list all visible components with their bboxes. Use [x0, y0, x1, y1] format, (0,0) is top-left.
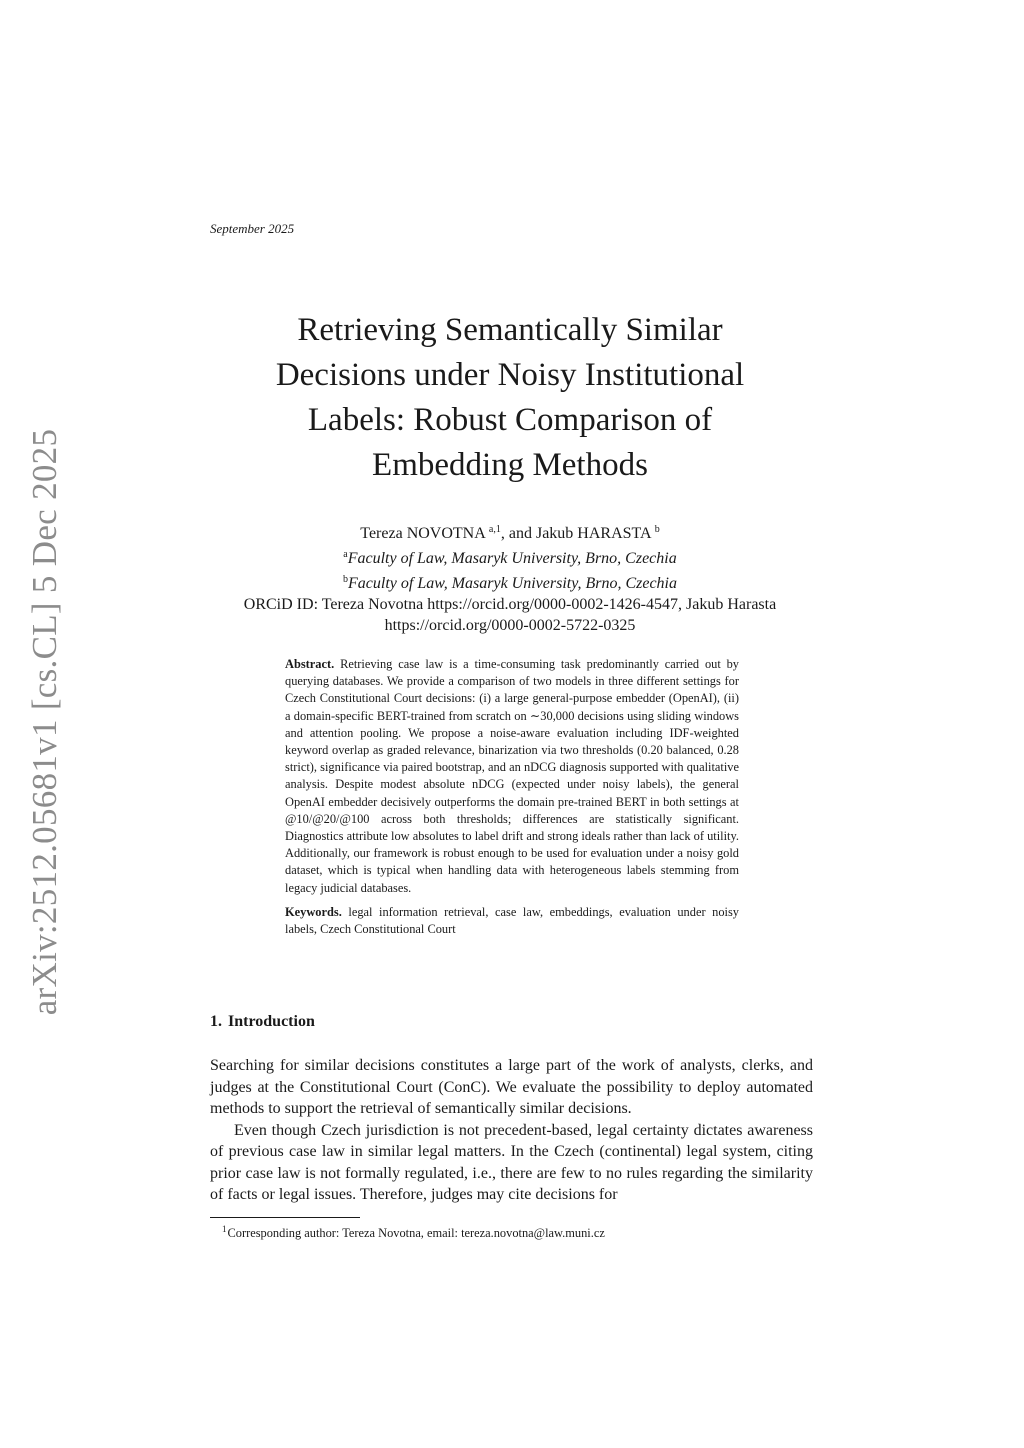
paper-title	[200, 308, 820, 488]
author-block	[210, 519, 810, 636]
abstract-label: Abstract.	[285, 657, 335, 671]
section-title: Introduction	[228, 1013, 315, 1030]
affiliation-text: Faculty of Law, Masaryk University, Brno, Czechia	[348, 575, 677, 592]
author-name: , and Jakub HARASTA	[500, 525, 651, 542]
footnote-mark: 1	[222, 1224, 227, 1234]
publication-date: September 2025	[210, 221, 295, 236]
affiliation	[210, 569, 810, 594]
title-line: Retrieving Semantically Similar	[297, 312, 723, 348]
author-line	[210, 519, 810, 544]
affiliation-mark: a	[343, 549, 348, 560]
section-number: 1.	[210, 1013, 222, 1030]
keywords-paragraph	[285, 904, 739, 938]
affiliation	[210, 544, 810, 569]
keywords-label: Keywords.	[285, 904, 342, 919]
footnote	[222, 1221, 605, 1242]
title-line: Decisions under Noisy Institutional	[275, 357, 745, 393]
orcid-line: ORCiD ID: Tereza Novotna https://orcid.org/0000-0002-1426-4547, Jakub Harasta	[243, 596, 777, 613]
footnote-divider	[210, 1217, 360, 1218]
abstract-text: Retrieving case law is a time-consuming task predominantly carried out by querying databases. We provide a comparison of two models in three different settings for Czech Constitutional Court decisions: (i) a large general-purpose embedder (OpenAI), (ii) a domain-specific BERT-trained from scratch on ∼30,000 decisions using sliding windows and attention pooling. We propose a noise-aware evaluation including IDF-weighted keyword overlap as graded relevance, binarization via two thresholds (0.20 balanced, 0.28 strict), significance via paired bootstrap, and an nDCG diagnosis supported with qualitative analysis. Despite modest absolute nDCG (expected under noisy labels), the general OpenAI embedder decisively outperforms the domain pre-trained BERT in both settings at @10/@20/@100 across both thresholds; differences are statistically significant. Diagnostics attribute low absolutes to label drift and strong ideals rather than lack of utility. Additionally, our framework is robust enough to be used for evaluation under a noisy gold dataset, which is typical when handling data with heterogeneous labels stemming from legacy judicial databases.	[285, 657, 739, 895]
affiliation-mark: b	[343, 574, 348, 585]
author-superscript: a,1	[488, 524, 501, 535]
arxiv-identifier: arXiv:2512.05681v1 [cs.CL] 5 Dec 2025	[25, 428, 64, 1016]
title-line: Embedding Methods	[372, 447, 648, 483]
abstract-paragraph	[285, 656, 739, 897]
section-heading	[210, 1013, 315, 1031]
title-line: Labels: Robust Comparison of	[307, 402, 713, 438]
keywords-text: legal information retrieval, case law, embeddings, evaluation under noisy labels, Czech Constitutional Court	[285, 904, 739, 937]
footnote-text: Corresponding author: Tereza Novotna, email: tereza.novotna@law.muni.cz	[227, 1226, 605, 1240]
abstract-block	[285, 656, 739, 938]
orcid-line: https://orcid.org/0000-0002-5722-0325	[384, 617, 636, 634]
body-paragraph: Even though Czech jurisdiction is not precedent-based, legal certainty dictates awareness of previous case law in similar legal matters. In the Czech (continental) legal system, citing prior case law is not formally regulated, i.e., there are few to no rules regarding the similarity of facts or legal issues. Therefore, judges may cite decisions for	[210, 1121, 813, 1203]
author-superscript: b	[654, 524, 660, 535]
author-name: Tereza NOVOTNA	[360, 525, 485, 542]
body-text	[210, 1055, 813, 1206]
body-paragraph: Searching for similar decisions constitutes a large part of the work of analysts, clerks, and judges at the Constitutional Court (ConC). We evaluate the possibility to deploy automated methods to support the retrieval of semantically similar decisions.	[210, 1057, 813, 1117]
affiliation-text: Faculty of Law, Masaryk University, Brno, Czechia	[347, 550, 677, 567]
